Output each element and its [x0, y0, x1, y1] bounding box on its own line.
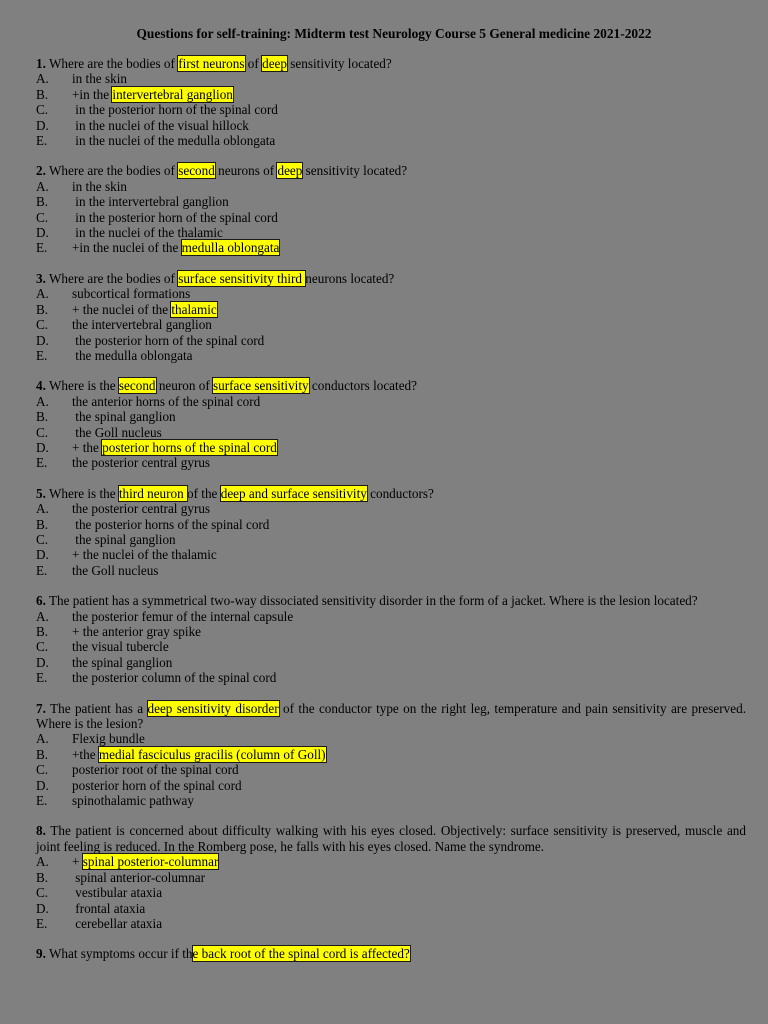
option-text	[72, 210, 278, 225]
option-letter: A.	[36, 731, 49, 747]
option-letter: B.	[36, 409, 49, 425]
answer-option	[36, 425, 746, 440]
text-run: subcortical formations	[72, 286, 191, 302]
text-run: conductors?	[366, 485, 434, 501]
option-letter: D.	[36, 225, 49, 241]
option-letter: C.	[36, 639, 49, 655]
highlighted-text: deep sensitivity disorder	[147, 700, 279, 716]
highlighted-text: deep	[262, 56, 287, 71]
option-letter: D.	[36, 117, 49, 133]
text-run: in the posterior horn of the spinal cord	[72, 102, 278, 118]
option-letter: E.	[36, 793, 48, 809]
option-letter: A.	[36, 501, 49, 517]
text-run: + the nuclei of the	[72, 301, 172, 317]
text-run: vestibular ataxia	[72, 885, 163, 901]
answer-option	[36, 854, 746, 869]
option-letter: E.	[36, 562, 48, 578]
text-run: the posterior column of the spinal cord	[72, 670, 277, 686]
text-run: the posterior central gyrus	[72, 455, 211, 471]
text-run: +	[72, 854, 83, 870]
question-block	[36, 163, 746, 255]
option-letter: D.	[36, 654, 49, 670]
question-number: 3.	[36, 270, 46, 286]
answer-option	[36, 317, 746, 332]
option-letter: A.	[36, 286, 49, 302]
highlighted-text: surface sensitivity third	[178, 270, 306, 286]
question-block	[36, 593, 746, 685]
option-letter: C.	[36, 531, 49, 547]
text-run: the Goll nucleus	[72, 562, 159, 578]
option-text	[72, 225, 223, 240]
question-number: 2.	[36, 163, 46, 179]
question-number: 4.	[36, 378, 46, 394]
option-text	[72, 639, 169, 654]
answer-option	[36, 563, 746, 578]
option-text	[72, 731, 145, 746]
text-run: +in the	[72, 86, 113, 102]
option-text	[72, 240, 279, 255]
highlighted-text: posterior horns of the spinal cord	[102, 439, 277, 455]
option-letter: C.	[36, 424, 49, 440]
option-letter: D.	[36, 900, 49, 916]
answer-option	[36, 655, 746, 670]
option-letter: B.	[36, 86, 49, 102]
option-text	[72, 317, 212, 332]
option-letter: C.	[36, 885, 49, 901]
question-number: 7.	[36, 700, 46, 716]
answer-option	[36, 440, 746, 455]
answer-option	[36, 409, 746, 424]
question-list	[36, 56, 746, 962]
question-block	[36, 56, 746, 148]
text-run: neuron of	[155, 378, 214, 394]
answer-option	[36, 547, 746, 562]
text-run: + the nuclei of the thalamic	[72, 547, 217, 563]
option-letter: E.	[36, 455, 48, 471]
option-text	[72, 609, 293, 624]
text-run: spinal anterior-columnar	[72, 869, 206, 885]
text-run: neurons of	[214, 163, 278, 179]
answer-option	[36, 240, 746, 255]
option-letter: E.	[36, 347, 48, 363]
option-letter: A.	[36, 178, 49, 194]
text-run: the anterior horns of the spinal cord	[72, 393, 261, 409]
highlighted-text: third neuron	[118, 485, 188, 501]
text-run: in the nuclei of the visual hillock	[72, 117, 249, 133]
option-text	[72, 409, 176, 424]
option-text	[72, 762, 239, 777]
answer-option	[36, 210, 746, 225]
text-run: Where is the	[45, 378, 119, 394]
question-text	[36, 378, 746, 393]
question-text	[36, 56, 746, 71]
text-run: + the anterior gray spike	[72, 624, 202, 639]
text-run: in the skin	[72, 71, 127, 87]
option-text	[72, 194, 229, 209]
answer-option	[36, 916, 746, 931]
option-letter: C.	[36, 317, 49, 333]
text-run: in the posterior horn of the spinal cord	[72, 209, 278, 225]
option-text	[72, 670, 276, 685]
answer-option	[36, 609, 746, 624]
highlighted-text: deep and surface sensitivity	[220, 485, 367, 501]
option-letter: C.	[36, 209, 49, 225]
option-text	[72, 547, 217, 562]
question-text	[36, 486, 746, 501]
option-text	[72, 532, 176, 547]
question-text	[36, 593, 746, 608]
text-run: the visual tubercle	[72, 639, 169, 655]
text-run: in the nuclei of the thalamic	[72, 225, 223, 241]
option-text	[72, 425, 162, 440]
option-text	[72, 394, 260, 409]
question-number: 5.	[36, 485, 46, 501]
text-run: frontal ataxia	[72, 900, 146, 916]
answer-option	[36, 348, 746, 363]
option-letter: D.	[36, 547, 49, 563]
option-letter: C.	[36, 762, 49, 778]
question-block	[36, 946, 746, 961]
question-number: 6.	[36, 593, 46, 609]
option-text	[72, 747, 326, 762]
answer-option	[36, 624, 746, 639]
text-run: in the skin	[72, 178, 127, 194]
text-run: cerebellar ataxia	[72, 915, 163, 931]
option-text	[72, 501, 210, 516]
option-letter: D.	[36, 332, 49, 348]
answer-option	[36, 870, 746, 885]
option-letter: E.	[36, 670, 48, 686]
text-run: the Goll nucleus	[72, 424, 162, 440]
option-letter: A.	[36, 854, 49, 870]
question-number: 9.	[36, 946, 46, 962]
option-letter: B.	[36, 624, 49, 639]
option-letter: B.	[36, 516, 49, 532]
option-text	[72, 793, 194, 808]
highlighted-text: deep	[277, 163, 303, 179]
question-text	[36, 701, 746, 732]
text-run: the posterior central gyrus	[72, 501, 211, 517]
text-run: of the conductor type on the right leg, temperature and pain sensitivity are preserved. Where is the lesion?	[36, 700, 747, 732]
option-text	[72, 655, 172, 670]
text-run: Where are the bodies of	[45, 56, 179, 71]
text-run: in the intervertebral ganglion	[72, 194, 229, 210]
option-text	[72, 133, 275, 148]
text-run: conductors located?	[308, 378, 417, 394]
answer-option	[36, 901, 746, 916]
option-letter: B.	[36, 746, 49, 762]
question-block	[36, 701, 746, 809]
answer-option	[36, 517, 746, 532]
text-run: posterior horn of the spinal cord	[72, 777, 242, 793]
option-text	[72, 348, 192, 363]
question-text	[36, 163, 746, 178]
text-run: sensitivity located?	[287, 56, 392, 71]
option-text	[72, 333, 264, 348]
answer-option	[36, 133, 746, 148]
question-text	[36, 271, 746, 286]
text-run: Where is the	[45, 485, 119, 501]
text-run: What symptoms occur if th	[45, 946, 193, 962]
text-run: +in the nuclei of the	[72, 240, 182, 256]
highlighted-text: spinal posterior-columnar	[82, 854, 219, 870]
answer-option	[36, 670, 746, 685]
option-text	[72, 102, 278, 117]
answer-option	[36, 639, 746, 654]
option-letter: E.	[36, 915, 48, 931]
highlighted-text: surface sensitivity	[213, 378, 309, 394]
question-block	[36, 486, 746, 578]
question-text	[36, 946, 746, 961]
answer-option	[36, 87, 746, 102]
text-run: the medulla oblongata	[72, 347, 193, 363]
answer-option	[36, 501, 746, 516]
option-text	[72, 440, 277, 455]
option-text	[72, 563, 158, 578]
answer-option	[36, 102, 746, 117]
option-text	[72, 916, 162, 931]
answer-option	[36, 532, 746, 547]
option-text	[72, 455, 210, 470]
answer-option	[36, 194, 746, 209]
option-text	[72, 71, 127, 86]
highlighted-text: intervertebral ganglion	[112, 86, 233, 102]
highlighted-text: second	[178, 163, 215, 179]
option-letter: A.	[36, 608, 49, 624]
text-run: the spinal ganglion	[72, 409, 176, 425]
option-text	[72, 179, 127, 194]
text-run: the posterior horn of the spinal cord	[72, 332, 265, 348]
option-letter: B.	[36, 194, 49, 210]
option-letter: D.	[36, 777, 49, 793]
text-run: the intervertebral ganglion	[72, 317, 212, 333]
answer-option	[36, 455, 746, 470]
question-block	[36, 271, 746, 363]
text-run: neurons located?	[305, 270, 395, 286]
text-run: the spinal ganglion	[72, 654, 173, 670]
text-run: spinothalamic pathway	[72, 793, 194, 809]
question-block	[36, 823, 746, 931]
text-run: The patient has a symmetrical two-way dissociated sensitivity disorder in the form of a jacket. Where is the lesion located?	[45, 593, 698, 609]
question-text	[36, 823, 746, 854]
answer-option	[36, 762, 746, 777]
answer-option	[36, 731, 746, 746]
text-run: posterior root of the spinal cord	[72, 762, 239, 778]
option-text	[72, 854, 218, 869]
option-text	[72, 885, 162, 900]
highlighted-text: e back root of the spinal cord is affected?	[192, 946, 410, 962]
text-run: Where are the bodies of	[45, 163, 179, 179]
highlighted-text: first neurons	[178, 56, 245, 71]
answer-option	[36, 225, 746, 240]
option-text	[72, 778, 242, 793]
text-run: the posterior femur of the internal capsule	[72, 608, 294, 624]
document-title: Questions for self-training: Midterm test Neurology Course 5 General medicine 2021-2022	[136, 26, 652, 41]
option-letter: C.	[36, 102, 49, 118]
answer-option	[36, 286, 746, 301]
text-run: sensitivity located?	[302, 163, 408, 179]
option-text	[72, 286, 190, 301]
option-letter: E.	[36, 133, 48, 149]
option-text	[72, 624, 201, 639]
option-text	[72, 118, 249, 133]
answer-option	[36, 793, 746, 808]
text-run: The patient is concerned about difficulty walking with his eyes closed. Objectively: surface sensitivity is preserved, muscle and joint feeling is reduced. In the Romberg pose, he falls with his eyes closed. Name the syndrome.	[36, 823, 746, 854]
question-number: 1.	[36, 56, 46, 71]
answer-option	[36, 778, 746, 793]
option-letter: A.	[36, 393, 49, 409]
option-letter: B.	[36, 869, 49, 885]
option-text	[72, 87, 233, 102]
text-run: the spinal ganglion	[72, 531, 176, 547]
answer-option	[36, 394, 746, 409]
question-block	[36, 378, 746, 470]
text-run: of the	[187, 485, 221, 501]
text-run: in the nuclei of the medulla oblongata	[72, 133, 276, 149]
answer-option	[36, 747, 746, 762]
answer-option	[36, 333, 746, 348]
question-number: 8.	[36, 823, 46, 839]
answer-option	[36, 71, 746, 86]
option-letter: A.	[36, 71, 49, 87]
option-letter: D.	[36, 439, 49, 455]
option-text	[72, 517, 269, 532]
text-run: the posterior horns of the spinal cord	[72, 516, 270, 532]
answer-option	[36, 302, 746, 317]
text-run: The patient has a	[45, 700, 148, 716]
text-run: of	[244, 56, 263, 71]
highlighted-text: thalamic	[171, 301, 217, 317]
highlighted-text: medial fasciculus gracilis (column of Goll)	[98, 746, 326, 762]
option-text	[72, 302, 217, 317]
text-run: +the	[72, 746, 99, 762]
text-run: Where are the bodies of	[45, 270, 179, 286]
highlighted-text: second	[118, 378, 156, 394]
highlighted-text: medulla oblongata	[181, 240, 280, 256]
text-run: Flexig bundle	[72, 731, 145, 747]
option-letter: B.	[36, 301, 49, 317]
option-text	[72, 870, 205, 885]
option-letter: E.	[36, 240, 48, 256]
option-text	[72, 901, 145, 916]
answer-option	[36, 885, 746, 900]
answer-option	[36, 118, 746, 133]
text-run: + the	[72, 439, 103, 455]
answer-option	[36, 179, 746, 194]
